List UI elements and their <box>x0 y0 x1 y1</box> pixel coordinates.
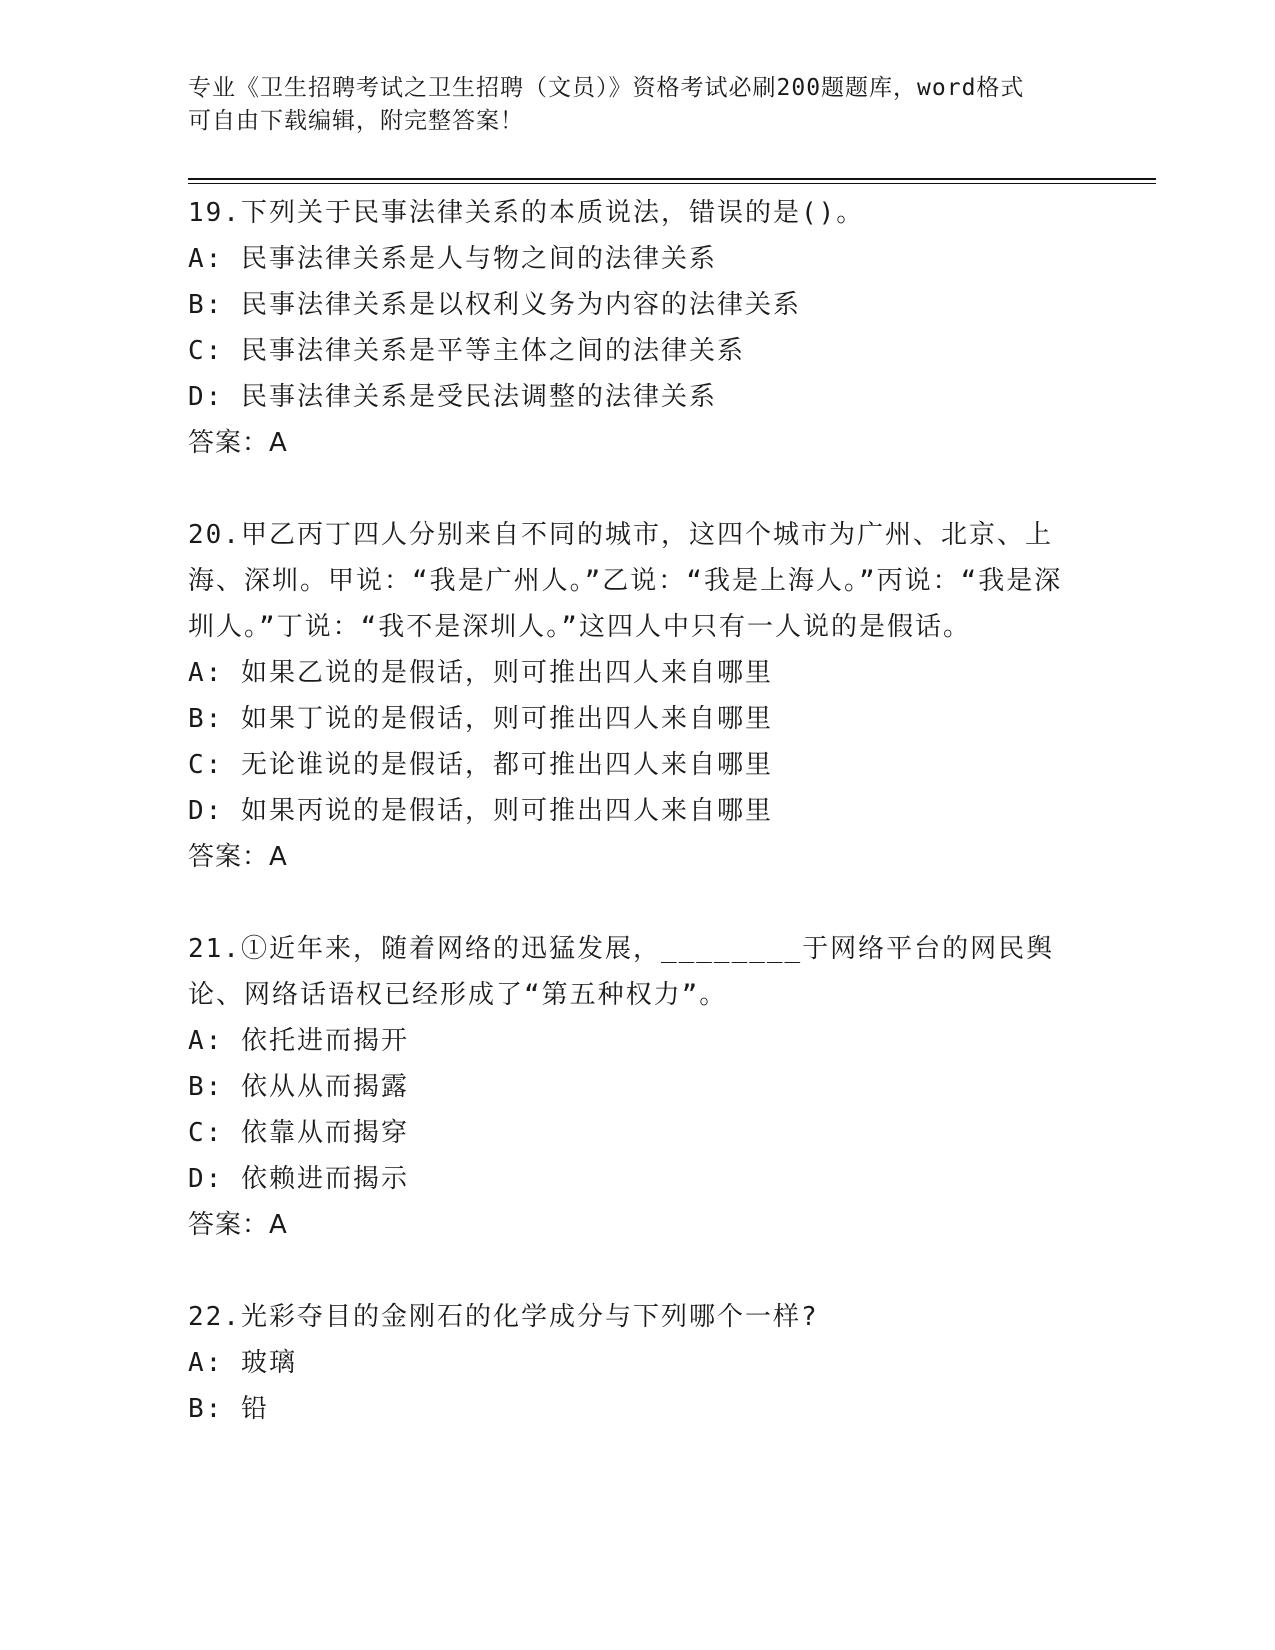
option-b: B: 民事法律关系是以权利义务为内容的法律关系 <box>188 290 801 320</box>
option-a: A: 玻璃 <box>188 1348 297 1378</box>
spacer <box>188 466 1078 512</box>
question-22 <box>188 1294 1078 1432</box>
header-line-1: 专业《卫生招聘考试之卫生招聘（文员）》资格考试必刷200题题库，word格式 <box>188 75 1025 101</box>
answer: 答案：A <box>188 1210 288 1240</box>
question-19 <box>188 190 1078 466</box>
document-header <box>188 72 1088 138</box>
question-stem: 19.下列关于民事法律关系的本质说法，错误的是()。 <box>188 198 865 228</box>
answer: 答案：A <box>188 428 288 458</box>
option-c: C: 无论谁说的是假话，都可推出四人来自哪里 <box>188 750 773 780</box>
question-stem: 22.光彩夺目的金刚石的化学成分与下列哪个一样? <box>188 1302 819 1332</box>
spacer <box>188 1248 1078 1294</box>
question-20 <box>188 512 1078 880</box>
option-b: B: 依从从而揭露 <box>188 1072 409 1102</box>
option-b: B: 如果丁说的是假话，则可推出四人来自哪里 <box>188 704 773 734</box>
option-c: C: 依靠从而揭穿 <box>188 1118 409 1148</box>
option-a: A: 如果乙说的是假话，则可推出四人来自哪里 <box>188 658 773 688</box>
header-line-2: 可自由下载编辑，附完整答案！ <box>188 108 524 134</box>
option-d: D: 如果丙说的是假话，则可推出四人来自哪里 <box>188 796 773 826</box>
question-21 <box>188 926 1078 1248</box>
question-stem: 21.①近年来，随着网络的迅猛发展，________于网络平台的网民舆论、网络话语权已经形成了“第五种权力”。 <box>188 934 1055 1010</box>
answer: 答案：A <box>188 842 288 872</box>
option-d: D: 民事法律关系是受民法调整的法律关系 <box>188 382 717 412</box>
option-a: A: 民事法律关系是人与物之间的法律关系 <box>188 244 717 274</box>
header-divider-thick <box>188 178 1156 180</box>
question-stem: 20.甲乙丙丁四人分别来自不同的城市，这四个城市为广州、北京、上海、深圳。甲说：“我是广州人。”乙说：“我是上海人。”丙说：“我是深圳人。”丁说：“我不是深圳人。”这四人中只有一人说的是假话。 <box>188 520 1063 642</box>
option-c: C: 民事法律关系是平等主体之间的法律关系 <box>188 336 745 366</box>
option-d: D: 依赖进而揭示 <box>188 1164 409 1194</box>
question-list <box>188 190 1078 1432</box>
option-a: A: 依托进而揭开 <box>188 1026 409 1056</box>
header-divider-thin <box>188 183 1156 184</box>
option-b: B: 铅 <box>188 1394 269 1424</box>
spacer <box>188 880 1078 926</box>
